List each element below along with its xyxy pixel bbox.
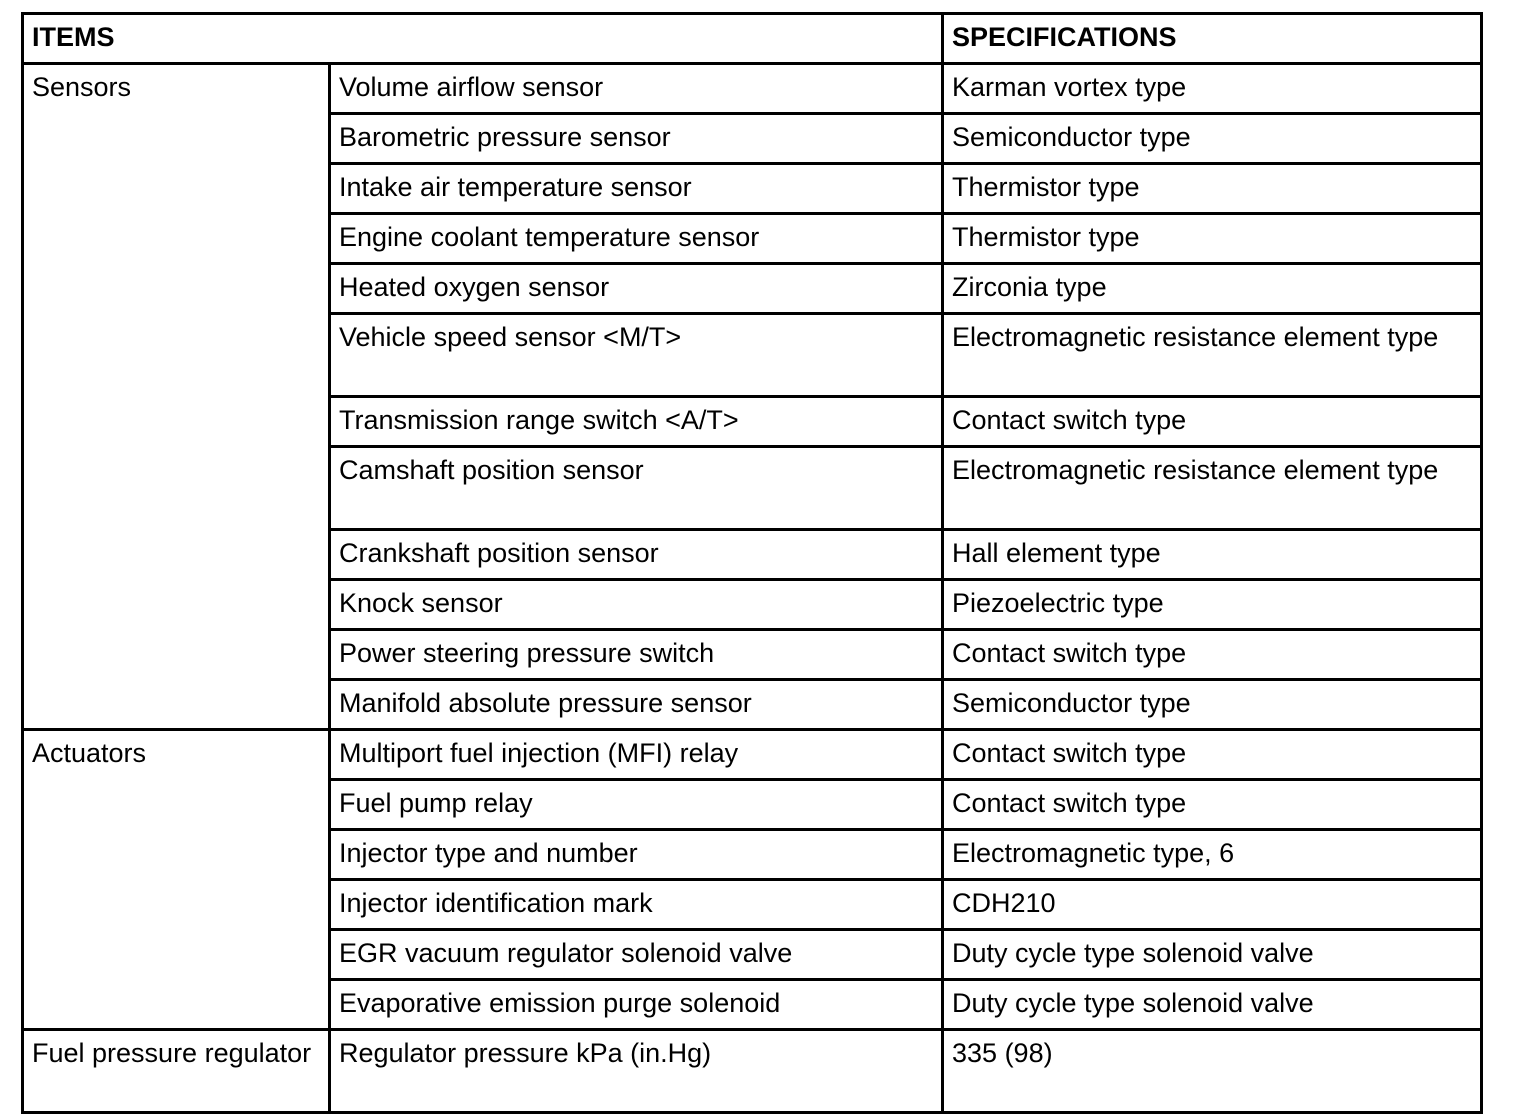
group-sensors: Sensors bbox=[23, 64, 330, 730]
spec-cell: Electromagnetic resistance element type bbox=[943, 447, 1482, 530]
table-row bbox=[23, 730, 1482, 780]
spec-cell: CDH210 bbox=[943, 880, 1482, 930]
spec-cell: Semiconductor type bbox=[943, 114, 1482, 164]
spec-cell: Contact switch type bbox=[943, 780, 1482, 830]
spec-cell: Thermistor type bbox=[943, 214, 1482, 264]
item-cell: Knock sensor bbox=[330, 580, 943, 630]
spec-cell: Hall element type bbox=[943, 530, 1482, 580]
group-actuators: Actuators bbox=[23, 730, 330, 1030]
spec-cell: Duty cycle type solenoid valve bbox=[943, 930, 1482, 980]
item-cell: Vehicle speed sensor <M/T> bbox=[330, 314, 943, 397]
specifications-table bbox=[21, 12, 1483, 1114]
group-fuel-pressure-regulator: Fuel pressure regulator bbox=[23, 1030, 330, 1113]
spec-cell: 335 (98) bbox=[943, 1030, 1482, 1113]
item-cell: Power steering pressure switch bbox=[330, 630, 943, 680]
item-cell: EGR vacuum regulator solenoid valve bbox=[330, 930, 943, 980]
item-cell: Multiport fuel injection (MFI) relay bbox=[330, 730, 943, 780]
header-row bbox=[23, 14, 1482, 64]
spec-cell: Zirconia type bbox=[943, 264, 1482, 314]
spec-cell: Contact switch type bbox=[943, 630, 1482, 680]
item-cell: Transmission range switch <A/T> bbox=[330, 397, 943, 447]
spec-cell: Duty cycle type solenoid valve bbox=[943, 980, 1482, 1030]
item-cell: Volume airflow sensor bbox=[330, 64, 943, 114]
table-row bbox=[23, 64, 1482, 114]
spec-cell: Electromagnetic type, 6 bbox=[943, 830, 1482, 880]
item-cell: Camshaft position sensor bbox=[330, 447, 943, 530]
spec-cell: Karman vortex type bbox=[943, 64, 1482, 114]
table-row bbox=[23, 1030, 1482, 1113]
item-cell: Crankshaft position sensor bbox=[330, 530, 943, 580]
item-cell: Manifold absolute pressure sensor bbox=[330, 680, 943, 730]
header-items: ITEMS bbox=[23, 14, 943, 64]
spec-cell: Piezoelectric type bbox=[943, 580, 1482, 630]
item-cell: Injector identification mark bbox=[330, 880, 943, 930]
item-cell: Regulator pressure kPa (in.Hg) bbox=[330, 1030, 943, 1113]
item-cell: Fuel pump relay bbox=[330, 780, 943, 830]
item-cell: Intake air temperature sensor bbox=[330, 164, 943, 214]
spec-cell: Semiconductor type bbox=[943, 680, 1482, 730]
item-cell: Engine coolant temperature sensor bbox=[330, 214, 943, 264]
spec-cell: Thermistor type bbox=[943, 164, 1482, 214]
item-cell: Barometric pressure sensor bbox=[330, 114, 943, 164]
spec-cell: Contact switch type bbox=[943, 730, 1482, 780]
item-cell: Evaporative emission purge solenoid bbox=[330, 980, 943, 1030]
spec-cell: Electromagnetic resistance element type bbox=[943, 314, 1482, 397]
item-cell: Heated oxygen sensor bbox=[330, 264, 943, 314]
header-specifications: SPECIFICATIONS bbox=[943, 14, 1482, 64]
spec-cell: Contact switch type bbox=[943, 397, 1482, 447]
item-cell: Injector type and number bbox=[330, 830, 943, 880]
